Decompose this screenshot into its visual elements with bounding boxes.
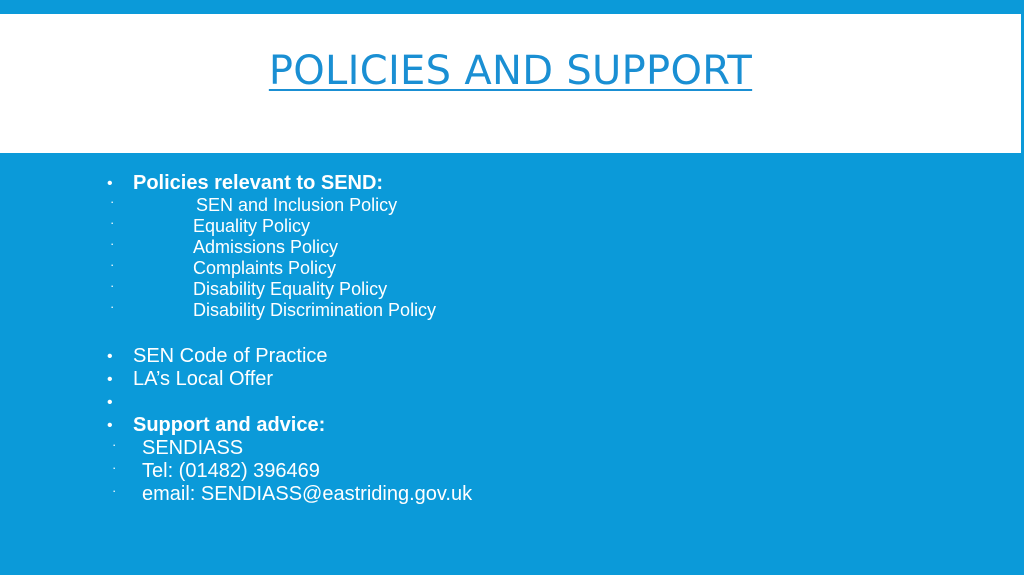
bullet-icon: •	[107, 348, 113, 365]
policy-label: Admissions Policy	[193, 237, 339, 257]
policies-heading: Policies relevant to SEND:	[133, 172, 384, 194]
top-strip	[0, 0, 1024, 14]
list-item-local-offer	[107, 368, 807, 391]
list-item-empty	[107, 391, 807, 414]
slide-content	[107, 172, 807, 506]
sub-bullet-icon: ·	[110, 215, 115, 230]
list-item-code-of-practice	[107, 345, 807, 368]
local-offer-label: LA’s Local Offer	[133, 368, 274, 390]
list-item-policy	[107, 279, 807, 300]
sub-bullet-icon: ·	[110, 299, 115, 314]
list-item-support-heading	[107, 414, 807, 437]
list-item-policy	[107, 195, 807, 216]
support-phone: Tel: (01482) 396469	[142, 460, 320, 482]
list-item-support	[107, 483, 807, 506]
sub-bullet-icon: ·	[110, 257, 115, 272]
list-item-policy	[107, 258, 807, 279]
policy-label: Disability Equality Policy	[193, 279, 388, 299]
list-item-policy	[107, 300, 807, 321]
bullet-icon: •	[107, 417, 113, 434]
bullet-icon: •	[107, 394, 113, 411]
list-item-policies-heading	[107, 172, 807, 195]
sub-bullet-icon: ·	[110, 194, 115, 209]
list-item-policy	[107, 216, 807, 237]
list-item-policy	[107, 237, 807, 258]
sub-bullet-icon: ·	[112, 460, 117, 475]
policy-label: SEN and Inclusion Policy	[196, 195, 398, 215]
policy-label: Complaints Policy	[193, 258, 337, 278]
slide-title: POLICIES AND SUPPORT	[268, 48, 753, 94]
title-band	[0, 14, 1021, 153]
bullet-icon: •	[107, 371, 113, 388]
sub-bullet-icon: ·	[110, 278, 115, 293]
list-item-support	[107, 460, 807, 483]
support-heading: Support and advice:	[133, 414, 326, 436]
spacer	[107, 321, 807, 345]
policy-label: Equality Policy	[193, 216, 311, 236]
sub-bullet-icon: ·	[112, 483, 117, 498]
sub-bullet-icon: ·	[112, 437, 117, 452]
code-of-practice-label: SEN Code of Practice	[133, 345, 328, 367]
sub-bullet-icon: ·	[110, 236, 115, 251]
bullet-icon: •	[107, 175, 113, 192]
list-item-support	[107, 437, 807, 460]
policy-label: Disability Discrimination Policy	[193, 300, 437, 320]
support-email: email: SENDIASS@eastriding.gov.uk	[142, 483, 473, 505]
support-label: SENDIASS	[142, 437, 244, 459]
